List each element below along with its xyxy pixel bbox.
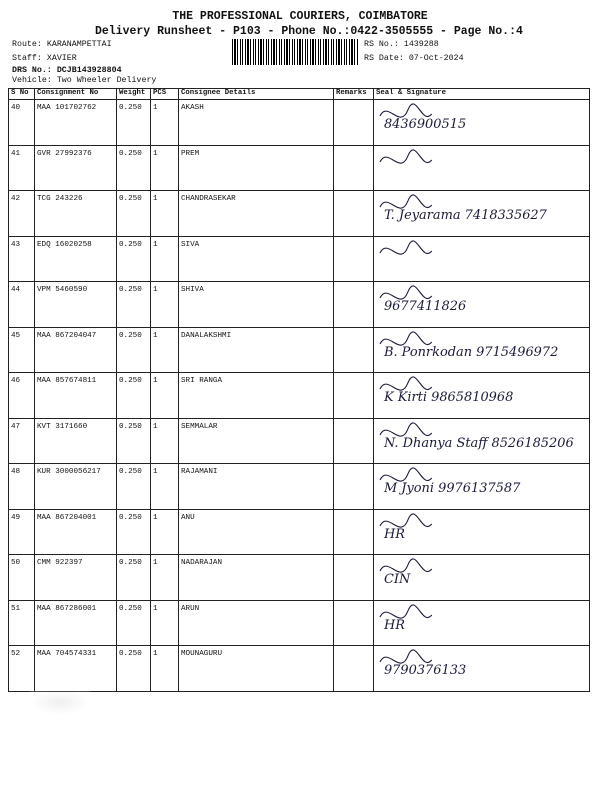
table-row xyxy=(9,373,590,419)
pcs-cell: 1 xyxy=(151,555,179,601)
remarks-cell xyxy=(334,646,374,692)
consignment-cell: MAA 857674811 xyxy=(35,373,117,419)
consignee-cell: SEMMALAR xyxy=(179,418,334,464)
signature-cell xyxy=(374,373,590,419)
table-row xyxy=(9,236,590,282)
consignee-cell: SHIVA xyxy=(179,282,334,328)
remarks-cell xyxy=(334,100,374,146)
table-row xyxy=(9,646,590,692)
handwritten-signature xyxy=(374,282,589,325)
pcs-cell: 1 xyxy=(151,418,179,464)
weight-cell: 0.250 xyxy=(117,282,151,328)
sno-cell: 44 xyxy=(9,282,35,328)
remarks-cell xyxy=(334,191,374,237)
handwritten-signature xyxy=(374,327,589,370)
pcs-cell: 1 xyxy=(151,373,179,419)
weight-cell: 0.250 xyxy=(117,145,151,191)
sno-cell: 41 xyxy=(9,145,35,191)
signature-cell xyxy=(374,555,590,601)
col-consignment: Consignment No xyxy=(35,89,117,100)
sno-cell: 43 xyxy=(9,236,35,282)
vehicle-label: Vehicle: xyxy=(12,76,52,85)
handwritten-signature xyxy=(374,236,589,279)
consignment-cell: MAA 704574331 xyxy=(35,646,117,692)
col-sno: S No xyxy=(9,89,35,100)
remarks-cell xyxy=(334,236,374,282)
col-remarks: Remarks xyxy=(334,89,374,100)
handwritten-signature xyxy=(374,418,589,461)
vehicle-line xyxy=(12,76,156,85)
sno-cell: 48 xyxy=(9,464,35,510)
runsheet-table xyxy=(8,88,590,692)
table-row xyxy=(9,464,590,510)
table-row xyxy=(9,600,590,646)
pcs-cell: 1 xyxy=(151,191,179,237)
signature-cell xyxy=(374,464,590,510)
table-row xyxy=(9,555,590,601)
remarks-cell xyxy=(334,555,374,601)
rs-date-value: 07-Oct-2024 xyxy=(408,54,464,63)
table-row xyxy=(9,282,590,328)
drs-value: DCJB143928804 xyxy=(56,66,122,75)
consignee-cell: SRI RANGA xyxy=(179,373,334,419)
col-weight: Weight xyxy=(117,89,151,100)
remarks-cell xyxy=(334,600,374,646)
sno-cell: 51 xyxy=(9,600,35,646)
pcs-cell: 1 xyxy=(151,600,179,646)
route-value: KARANAMPETTAI xyxy=(46,40,112,49)
weight-cell: 0.250 xyxy=(117,509,151,555)
pcs-cell: 1 xyxy=(151,236,179,282)
sno-cell: 46 xyxy=(9,373,35,419)
pcs-cell: 1 xyxy=(151,100,179,146)
col-consignee: Consignee Details xyxy=(179,89,334,100)
consignment-cell: KVT 3171660 xyxy=(35,418,117,464)
sno-cell: 50 xyxy=(9,555,35,601)
route-line xyxy=(12,40,112,49)
signature-cell xyxy=(374,327,590,373)
sno-cell: 42 xyxy=(9,191,35,237)
signature-text: HR xyxy=(383,617,405,633)
consignee-cell: CHANDRASEKAR xyxy=(179,191,334,237)
signature-text: 9677411826 xyxy=(383,298,467,314)
table-row xyxy=(9,145,590,191)
weight-cell: 0.250 xyxy=(117,191,151,237)
consignee-cell: PREM xyxy=(179,145,334,191)
table-row xyxy=(9,509,590,555)
consignee-cell: ARUN xyxy=(179,600,334,646)
weight-cell: 0.250 xyxy=(117,646,151,692)
weight-cell: 0.250 xyxy=(117,600,151,646)
consignment-cell: MAA 101702762 xyxy=(35,100,117,146)
pcs-cell: 1 xyxy=(151,282,179,328)
sno-cell: 45 xyxy=(9,327,35,373)
consignment-cell: MAA 867204047 xyxy=(35,327,117,373)
handwritten-signature xyxy=(374,145,589,188)
rs-no-line xyxy=(364,40,439,49)
pcs-cell: 1 xyxy=(151,464,179,510)
route-label: Route: xyxy=(12,40,42,49)
signature-text: B. Ponrkodan 9715496972 xyxy=(383,344,559,360)
pcs-cell: 1 xyxy=(151,509,179,555)
handwritten-signature xyxy=(374,646,589,689)
signature-cell xyxy=(374,236,590,282)
consignment-cell: TCG 243226 xyxy=(35,191,117,237)
remarks-cell xyxy=(334,509,374,555)
table-row xyxy=(9,191,590,237)
consignee-cell: DANALAKSHMI xyxy=(179,327,334,373)
consignment-cell: MAA 867204001 xyxy=(35,509,117,555)
company-title: THE PROFESSIONAL COURIERS, COIMBATORE xyxy=(172,10,428,23)
staff-label: Staff: xyxy=(12,54,42,63)
handwritten-signature xyxy=(374,600,589,643)
sno-cell: 49 xyxy=(9,509,35,555)
rs-no-label: RS No.: xyxy=(364,40,399,49)
runsheet-subtitle: Delivery Runsheet - P103 - Phone No.:0422-3505555 - Page No.:4 xyxy=(95,25,523,38)
pcs-cell: 1 xyxy=(151,646,179,692)
remarks-cell xyxy=(334,145,374,191)
weight-cell: 0.250 xyxy=(117,555,151,601)
rs-no-value: 1439288 xyxy=(403,40,439,49)
vehicle-value: Two Wheeler Delivery xyxy=(56,76,157,85)
consignee-cell: RAJAMANI xyxy=(179,464,334,510)
consignee-cell: ANU xyxy=(179,509,334,555)
col-pcs: PCS xyxy=(151,89,179,100)
barcode xyxy=(232,39,358,65)
signature-text: K Kirti 9865810968 xyxy=(383,389,514,405)
remarks-cell xyxy=(334,327,374,373)
sno-cell: 47 xyxy=(9,418,35,464)
col-signature: Seal & Signature xyxy=(374,89,590,100)
staff-value: XAVIER xyxy=(46,54,77,63)
pcs-cell: 1 xyxy=(151,327,179,373)
remarks-cell xyxy=(334,418,374,464)
handwritten-signature xyxy=(374,555,589,598)
drs-label: DRS No.: xyxy=(12,66,52,75)
signature-cell xyxy=(374,191,590,237)
sno-cell: 52 xyxy=(9,646,35,692)
weight-cell: 0.250 xyxy=(117,464,151,510)
handwritten-signature xyxy=(374,373,589,416)
table-row xyxy=(9,100,590,146)
handwritten-signature xyxy=(374,464,589,507)
consignment-cell: VPM 5460590 xyxy=(35,282,117,328)
handwritten-signature xyxy=(374,191,589,234)
signature-cell xyxy=(374,600,590,646)
page-smudge xyxy=(30,690,90,715)
sno-cell: 40 xyxy=(9,100,35,146)
staff-line xyxy=(12,54,77,63)
signature-cell xyxy=(374,646,590,692)
rs-date-label: RS Date: xyxy=(364,54,404,63)
consignee-cell: MOUNAGURU xyxy=(179,646,334,692)
table-header-row xyxy=(9,89,590,100)
consignment-cell: MAA 867286001 xyxy=(35,600,117,646)
signature-text: T. Jeyarama 7418335627 xyxy=(383,207,547,223)
weight-cell: 0.250 xyxy=(117,373,151,419)
consignee-cell: SIVA xyxy=(179,236,334,282)
remarks-cell xyxy=(334,373,374,419)
pcs-cell: 1 xyxy=(151,145,179,191)
signature-cell xyxy=(374,100,590,146)
weight-cell: 0.250 xyxy=(117,327,151,373)
signature-text: N. Dhanya Staff 8526185206 xyxy=(383,435,574,451)
signature-cell xyxy=(374,282,590,328)
signature-cell xyxy=(374,509,590,555)
weight-cell: 0.250 xyxy=(117,100,151,146)
weight-cell: 0.250 xyxy=(117,236,151,282)
consignee-cell: NADARAJAN xyxy=(179,555,334,601)
consignee-cell: AKASH xyxy=(179,100,334,146)
remarks-cell xyxy=(334,282,374,328)
consignment-cell: CMM 922397 xyxy=(35,555,117,601)
signature-text: M Jyoni 9976137587 xyxy=(383,480,521,496)
signature-text: CIN xyxy=(383,571,411,587)
signature-text: HR xyxy=(383,526,405,542)
consignment-cell: EDQ 16020258 xyxy=(35,236,117,282)
weight-cell: 0.250 xyxy=(117,418,151,464)
signature-text: 9790376133 xyxy=(383,662,467,678)
signature-text: 8436900515 xyxy=(383,116,467,132)
handwritten-signature xyxy=(374,509,589,552)
signature-cell xyxy=(374,418,590,464)
table-row xyxy=(9,418,590,464)
consignment-cell: GVR 27992376 xyxy=(35,145,117,191)
signature-cell xyxy=(374,145,590,191)
remarks-cell xyxy=(334,464,374,510)
consignment-cell: KUR 3000056217 xyxy=(35,464,117,510)
rs-date-line xyxy=(364,54,464,63)
table-row xyxy=(9,327,590,373)
handwritten-signature xyxy=(374,100,589,143)
drs-line xyxy=(12,66,122,75)
